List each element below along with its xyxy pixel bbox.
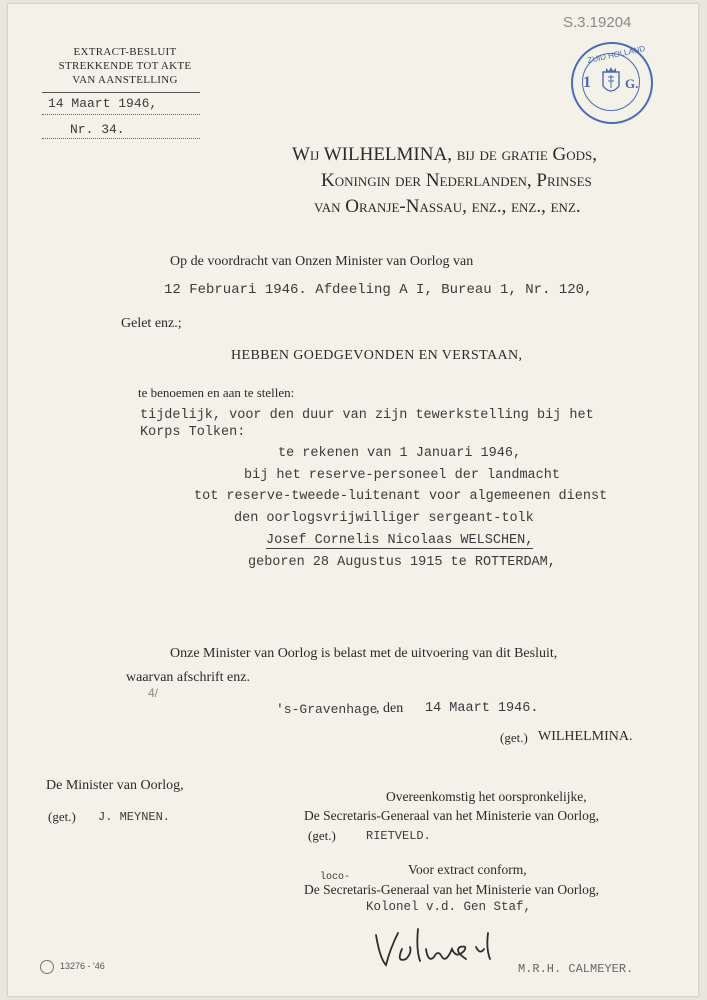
document-sheet: [8, 4, 698, 996]
loco-note: loco-: [320, 872, 351, 883]
decision-heading: HEBBEN GOEDGEVONDEN EN VERSTAAN,: [231, 348, 523, 363]
extract-signatory: M.R.H. CALMEYER.: [518, 962, 634, 976]
margin-note: 4/: [148, 686, 159, 700]
secretary-prefix: (get.): [308, 828, 336, 843]
appoint-line-4: bij het reserve-personeel der landmacht: [244, 468, 560, 483]
header-line-2: STREKKENDE TOT AKTE: [58, 60, 192, 72]
stamp-left-value: 1: [583, 74, 591, 91]
stamp-arc-text: ZUID HOLLAND: [586, 43, 646, 66]
revenue-stamp: [571, 42, 653, 124]
closing-line-1: Onze Minister van Oorlog is belast met de uitvoering van dit Besluit,: [170, 646, 558, 661]
decree-date: 14 Maart 1946.: [425, 701, 539, 716]
intro-line-2: 12 Februari 1946. Afdeeling A I, Bureau 1, Nr. 120,: [164, 282, 593, 298]
appoint-line-6: den oorlogsvrijwilliger sergeant-tolk: [234, 511, 534, 526]
appointee-name: Josef Cornelis Nicolaas WELSCHEN,: [266, 533, 534, 548]
header-number: Nr. 34.: [70, 122, 125, 137]
appoint-line-3: te rekenen van 1 Januari 1946,: [278, 446, 522, 461]
intro-line-1: Op de voordracht van Onzen Minister van Oorlog van: [170, 254, 474, 269]
title-line-1: Wij WILHELMINA, bij de gratie Gods,: [292, 144, 598, 165]
header-line-3: VAN AANSTELLING: [72, 74, 178, 86]
title-line-3: van Oranje-Nassau, enz., enz., enz.: [314, 196, 581, 217]
minister-prefix: (get.): [48, 809, 76, 824]
gelet-line: Gelet enz.;: [121, 316, 182, 331]
date-separator: , den: [376, 701, 404, 716]
place: 's-Gravenhage: [276, 702, 378, 717]
header-date: 14 Maart 1946,: [48, 96, 158, 111]
secretary-name: RIETVELD.: [366, 829, 431, 843]
coat-of-arms-icon: [600, 66, 622, 98]
extract-line-2: De Secretaris-Generaal van het Ministerie van Oorlog,: [304, 882, 600, 897]
title-line-2: Koningin der Nederlanden, Prinses: [321, 170, 592, 191]
footer-code: 13276 - '46: [60, 961, 105, 971]
appoint-line-1: tijdelijk, voor den duur van zijn tewerkstelling bij het: [140, 408, 594, 423]
minister-title: De Minister van Oorlog,: [46, 778, 184, 793]
appoint-line-8: geboren 28 Augustus 1915 te ROTTERDAM,: [248, 555, 556, 570]
archive-reference: S.3.19204: [563, 14, 632, 31]
appoint-line-2: Korps Tolken:: [140, 425, 246, 440]
minister-name: J. MEYNEN.: [98, 810, 171, 824]
appoint-lead: te benoemen en aan te stellen:: [138, 385, 295, 400]
extract-line-1: Voor extract conform,: [408, 862, 527, 877]
printer-mark-icon: [40, 960, 54, 974]
closing-line-2: waarvan afschrift enz.: [126, 670, 250, 685]
secretary-line-2: De Secretaris-Generaal van het Ministerie van Oorlog,: [304, 808, 600, 823]
handwritten-signature: [368, 919, 508, 974]
stamp-right-value: G.: [625, 76, 639, 91]
signed-prefix: (get.): [500, 730, 528, 745]
extract-line-3: Kolonel v.d. Gen Staf,: [366, 900, 532, 914]
secretary-line-1: Overeenkomstig het oorspronkelijke,: [386, 789, 587, 804]
header-line-1: EXTRACT-BESLUIT: [73, 46, 177, 58]
appoint-line-5: tot reserve-tweede-luitenant voor algemeenen dienst: [194, 489, 608, 504]
signed-name: WILHELMINA.: [538, 729, 633, 744]
